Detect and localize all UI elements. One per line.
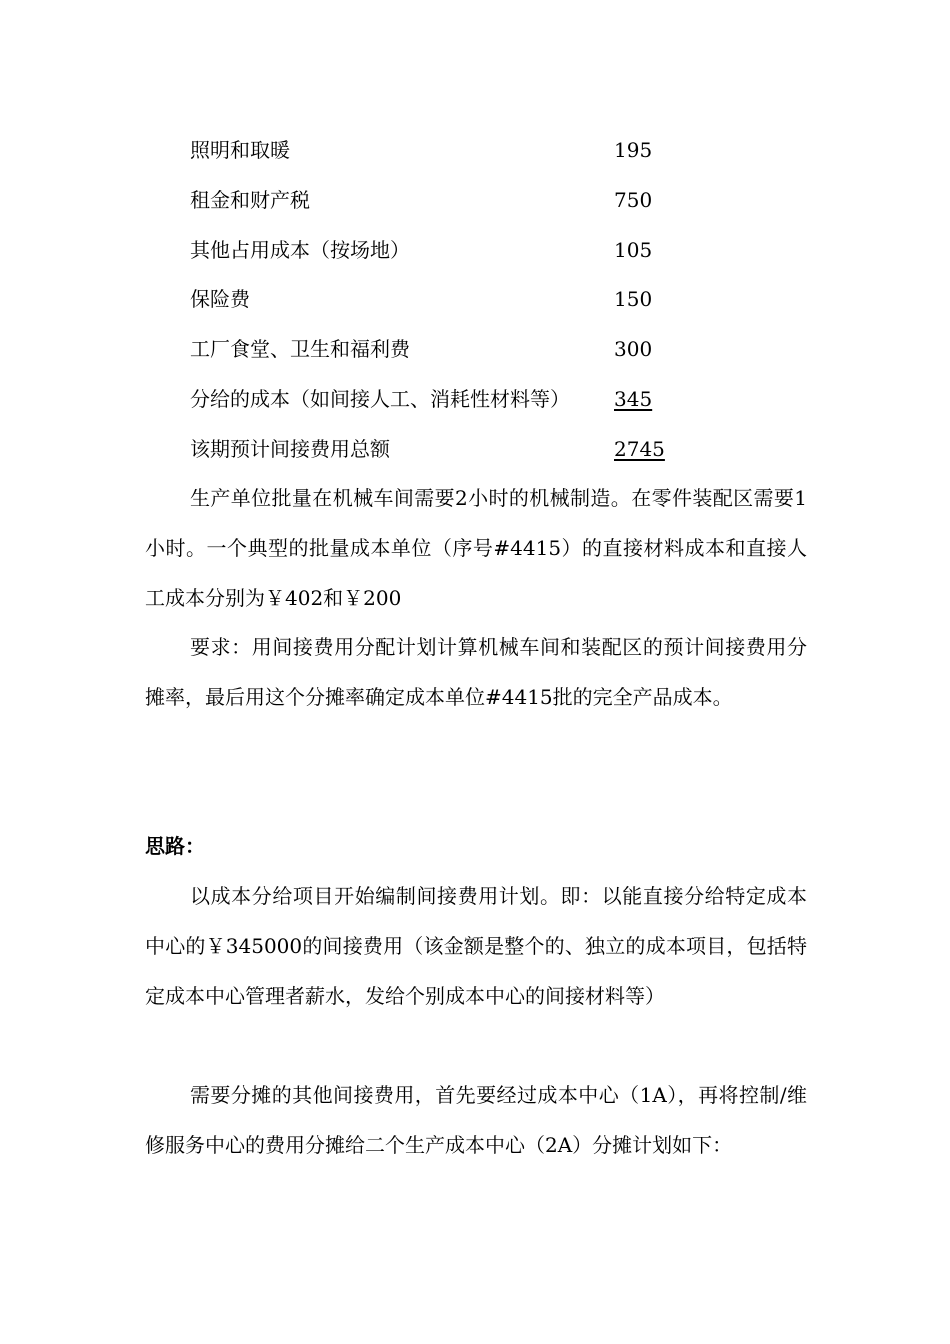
cost-row xyxy=(190,176,710,226)
cost-value: 195 xyxy=(614,138,653,162)
cost-total-value: 2745 xyxy=(614,436,665,461)
requirement-paragraph: 要求：用间接费用分配计划计算机械车间和装配区的预计间接费用分摊率，最后用这个分摊率确定成本单位#4415批的完全产品成本。 xyxy=(145,635,807,709)
approach-paragraph-2: 需要分摊的其他间接费用，首先要经过成本中心（1A），再将控制/维修服务中心的费用分摊给二个生产成本中心（2A）分摊计划如下： xyxy=(145,1083,807,1157)
cost-row xyxy=(190,325,710,375)
cost-row xyxy=(190,226,710,276)
cost-row-total xyxy=(190,425,710,475)
cost-label: 租金和财产税 xyxy=(190,187,310,212)
cost-label: 其他占用成本（按场地） xyxy=(190,237,410,262)
cost-total-label: 该期预计间接费用总额 xyxy=(190,436,390,461)
production-paragraph: 生产单位批量在机械车间需要2小时的机械制造。在零件装配区需要1小时。一个典型的批量成本单位（序号#4415）的直接材料成本和直接人工成本分别为￥402和￥200 xyxy=(145,486,807,610)
cost-label: 保险费 xyxy=(190,287,250,312)
cost-row xyxy=(190,126,710,176)
cost-row xyxy=(190,275,710,325)
cost-value: 150 xyxy=(614,287,653,312)
approach-heading: 思路： xyxy=(145,834,205,858)
cost-value: 105 xyxy=(614,237,653,262)
cost-label: 分给的成本（如间接人工、消耗性材料等） xyxy=(190,386,570,411)
cost-value: 300 xyxy=(614,337,653,362)
cost-label: 照明和取暖 xyxy=(190,138,290,162)
cost-row xyxy=(190,375,710,425)
cost-value: 750 xyxy=(614,187,653,212)
overhead-cost-table xyxy=(190,126,710,475)
cost-label: 工厂食堂、卫生和福利费 xyxy=(190,337,410,362)
approach-paragraph-1: 以成本分给项目开始编制间接费用计划。即：以能直接分给特定成本中心的￥345000的间接费用（该金额是整个的、独立的成本项目，包括特定成本中心管理者薪水，发给个别成本中心的间接材料等） xyxy=(145,884,807,1008)
cost-value: 345 xyxy=(614,386,653,411)
